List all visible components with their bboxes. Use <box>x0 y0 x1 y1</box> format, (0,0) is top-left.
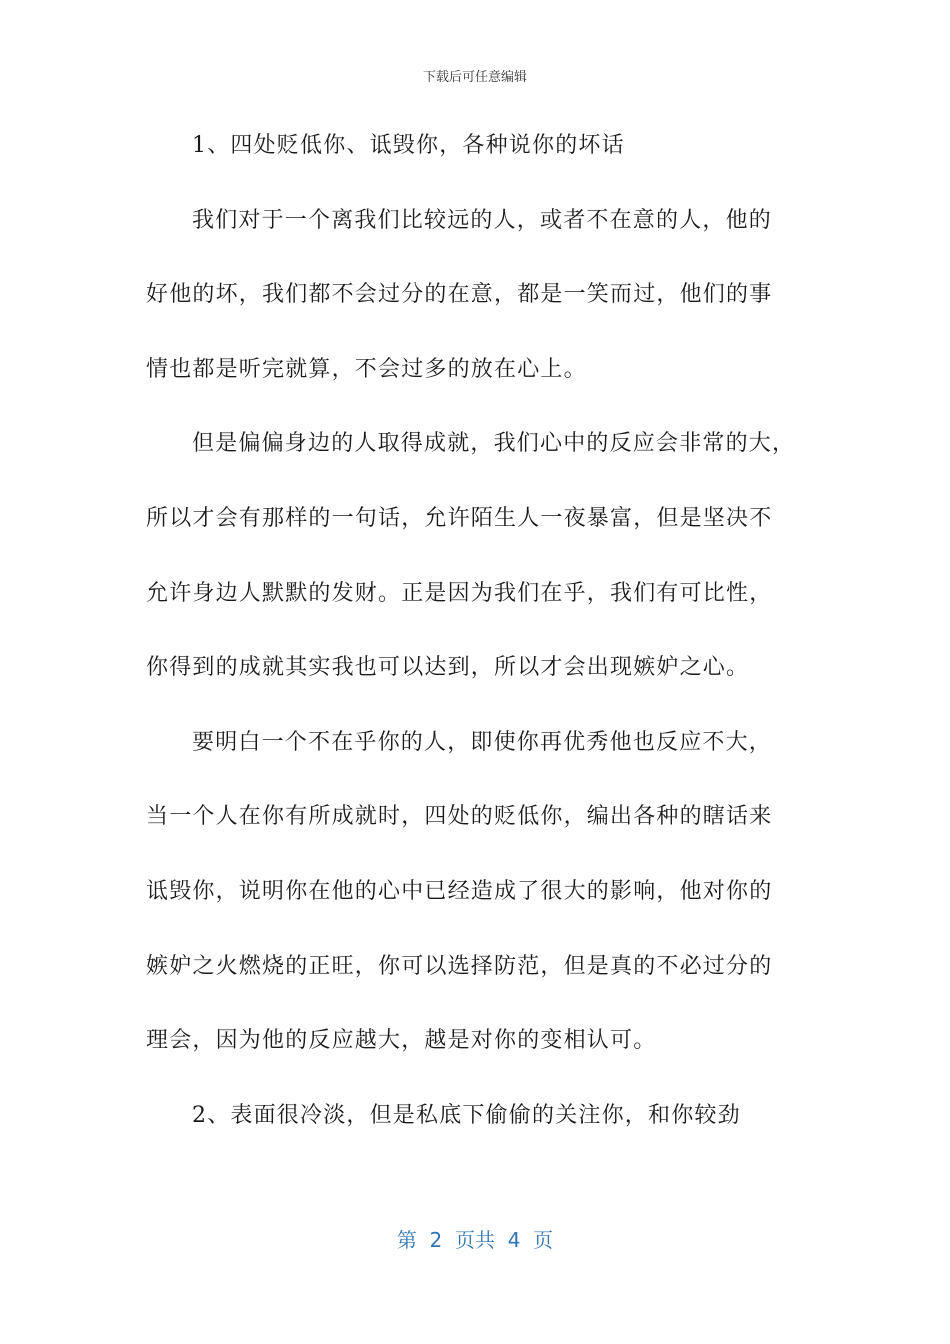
paragraph-line: 要明白一个不在乎你的人，即使你再优秀他也反应不大， <box>192 729 773 755</box>
paragraph-line: 情也都是听完就算，不会过多的放在心上。 <box>146 356 587 382</box>
paragraph-line: 但是偏偏身边的人取得成就，我们心中的反应会非常的大， <box>192 431 796 457</box>
section-heading-2: 2、表面很冷淡，但是私底下偷偷的关注你，和你较劲 <box>192 1102 741 1128</box>
paragraph-line: 允许身边人默默的发财。正是因为我们在乎，我们有可比性， <box>146 580 773 606</box>
paragraph-line: 诋毁你，说明你在他的心中已经造成了很大的影响，他对你的 <box>146 878 773 904</box>
paragraph-line: 当一个人在你有所成就时，四处的贬低你，编出各种的瞎话来 <box>146 804 773 830</box>
page-number-footer: 第 2 页共 4 页 <box>396 1228 554 1252</box>
page-header-note: 下载后可任意编辑 <box>422 70 527 85</box>
paragraph-line: 嫉妒之火燃烧的正旺，你可以选择防范，但是真的不必过分的 <box>146 953 773 979</box>
paragraph-line: 你得到的成就其实我也可以达到，所以才会出现嫉妒之心。 <box>146 655 750 681</box>
paragraph-line: 所以才会有那样的一句话，允许陌生人一夜暴富，但是坚决不 <box>146 505 773 531</box>
document-body <box>146 126 812 1170</box>
paragraph-line: 好他的坏，我们都不会过分的在意，都是一笑而过，他们的事 <box>146 282 773 308</box>
paragraph-line: 我们对于一个离我们比较远的人，或者不在意的人，他的 <box>192 207 773 233</box>
paragraph-line: 理会，因为他的反应越大，越是对你的变相认可。 <box>146 1028 657 1054</box>
section-heading-1: 1、四处贬低你、诋毁你，各种说你的坏话 <box>192 133 625 158</box>
